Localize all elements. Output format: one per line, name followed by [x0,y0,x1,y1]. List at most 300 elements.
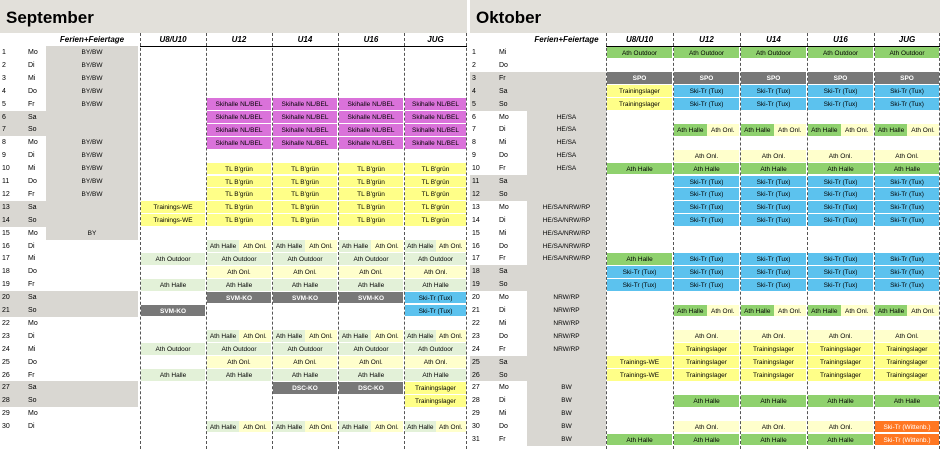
holiday-cell: BW [527,394,606,407]
schedule-cell: Trainingslager [674,356,739,368]
day-number: 22 [0,317,26,330]
split-halle: Ath Halle [273,421,305,433]
weekday: Mi [497,227,527,240]
day-number: 25 [470,356,497,369]
header-blank [470,33,527,47]
day-number: 30 [0,420,26,433]
day-number: 23 [470,330,497,343]
schedule-cell: Ski-Tr (Tux) [875,85,939,97]
schedule-cell: Trainings-WE [141,201,205,213]
schedule-cell: Ski-Tr (Tux) [741,188,806,200]
schedule-cell [607,382,672,394]
split-online: Ath Onl. [305,421,337,433]
schedule-cell: Ski-Tr (Tux) [674,214,739,226]
day-number: 13 [470,201,497,214]
column-divider [466,33,467,449]
schedule-cell [405,47,466,59]
schedule-cell: SVM-KO [207,292,271,304]
schedule-cell [607,305,672,317]
schedule-cell [875,227,939,239]
schedule-cell: Skihalle NL/BEL [405,124,466,136]
day-number: 16 [0,240,26,253]
schedule-cell [607,408,672,420]
header-u8-u10: U8/U10 [606,33,673,47]
schedule-cell [141,163,205,175]
split-online: Ath Onl. [371,421,403,433]
schedule-cell: Ath Outdoor [273,253,337,265]
schedule-cell: Ath Halle [808,395,873,407]
holiday-cell [46,330,138,343]
weekday: Fr [497,162,527,175]
day-number: 13 [0,201,26,214]
column-divider [807,33,808,449]
schedule-cell: Trainingslager [808,343,873,355]
schedule-cell [339,72,403,84]
header-u14: U14 [272,33,338,47]
split-online: Ath Onl. [239,240,271,252]
schedule-cell: Ath Onl. [875,330,939,342]
schedule-cell [607,343,672,355]
holiday-cell: BY/BW [46,72,138,85]
header-u16: U16 [807,33,874,47]
schedule-cell: Ath Halle [207,369,271,381]
weekday: Fr [497,252,527,265]
day-number: 27 [0,381,26,394]
holiday-cell: HE/SA [527,149,606,162]
schedule-cell: Ath Outdoor [405,253,466,265]
holiday-cell: HE/SA [527,162,606,175]
schedule-cell: Skihalle NL/BEL [207,137,271,149]
schedule-cell: TL B'grün [405,188,466,200]
schedule-cell [339,240,403,252]
schedule-cell [875,111,939,123]
day-number: 11 [0,175,26,188]
schedule-cell: Ath Outdoor [875,47,939,59]
schedule-cell [339,408,403,420]
schedule-cell [741,317,806,329]
header-u8-u10: U8/U10 [140,33,206,47]
day-number: 28 [470,394,497,407]
day-number: 8 [470,136,497,149]
day-number: 24 [0,343,26,356]
schedule-cell [808,227,873,239]
schedule-cell [141,47,205,59]
day-number: 17 [0,252,26,265]
schedule-cell: Ski-Tr (Tux) [405,292,466,304]
schedule-cell: Trainingslager [405,382,466,394]
schedule-cell [405,330,466,342]
schedule-cell: Ath Outdoor [405,343,466,355]
schedule-cell [141,59,205,71]
schedule-cell: TL B'grün [339,214,403,226]
holiday-cell: NRW/RP [527,304,606,317]
schedule-cell: TL B'grün [405,176,466,188]
schedule-cell: Skihalle NL/BEL [273,98,337,110]
schedule-cell: TL B'grün [273,176,337,188]
schedule-cell: TL B'grün [207,176,271,188]
schedule-cell: TL B'grün [339,176,403,188]
day-number: 19 [0,278,26,291]
weekday: Mo [26,407,46,420]
holiday-cell: BW [527,433,606,446]
schedule-cell: Ath Onl. [674,330,739,342]
schedule-cell [273,317,337,329]
schedule-cell [141,98,205,110]
schedule-cell: SVM-KO [339,292,403,304]
schedule-cell [875,317,939,329]
day-number: 9 [0,149,26,162]
weekday: Sa [26,291,46,304]
weekday: So [497,98,527,111]
schedule-cell: Ath Onl. [875,150,939,162]
split-halle: Ath Halle [273,330,305,342]
holiday-cell: BY/BW [46,149,138,162]
weekday: Fr [497,72,527,85]
weekday: Fr [26,278,46,291]
schedule-cell [607,111,672,123]
schedule-cell: Ath Outdoor [741,47,806,59]
weekday: Sa [497,265,527,278]
split-halle: Ath Halle [808,305,841,317]
schedule-cell: Ath Onl. [674,421,739,433]
weekday: Sa [497,175,527,188]
schedule-cell [141,240,205,252]
schedule-cell: Ath Halle [674,395,739,407]
split-halle: Ath Halle [339,421,371,433]
schedule-cell [273,421,337,433]
schedule-cell [339,47,403,59]
holiday-cell: NRW/RP [527,343,606,356]
schedule-cell: Skihalle NL/BEL [339,111,403,123]
holiday-cell [46,278,138,291]
weekday: Fr [26,369,46,382]
weekday: Do [497,240,527,253]
schedule-cell [339,150,403,162]
schedule-cell [674,382,739,394]
schedule-cell: SPO [808,72,873,84]
day-number: 25 [0,356,26,369]
schedule-cell: Trainingslager [808,356,873,368]
schedule-cell: Trainingslager [741,343,806,355]
schedule-cell [141,395,205,407]
holiday-cell [46,407,138,420]
holiday-cell: HE/SA [527,136,606,149]
schedule-cell [405,317,466,329]
holiday-cell [46,381,138,394]
weekday: Sa [497,356,527,369]
split-halle: Ath Halle [339,240,371,252]
schedule-cell: Ath Halle [741,163,806,175]
day-number: 21 [470,304,497,317]
split-halle: Ath Halle [674,305,707,317]
weekday: Mo [497,381,527,394]
schedule-cell [741,408,806,420]
split-halle: Ath Halle [674,124,707,136]
schedule-cell [141,72,205,84]
schedule-cell: Ath Halle [808,434,873,446]
day-number: 21 [0,304,26,317]
schedule-cell: Skihalle NL/BEL [405,111,466,123]
schedule-cell [141,176,205,188]
schedule-cell [273,395,337,407]
schedule-cell: Ski-Tr (Tux) [875,214,939,226]
schedule-cell: TL B'grün [339,163,403,175]
schedule-cell: Trainings-WE [141,214,205,226]
schedule-cell [607,330,672,342]
weekday: Fr [26,188,46,201]
holiday-cell [46,304,138,317]
day-number: 20 [470,291,497,304]
schedule-cell [273,85,337,97]
day-number: 29 [470,407,497,420]
schedule-cell [339,59,403,71]
schedule-cell [273,59,337,71]
schedule-cell [141,111,205,123]
schedule-cell [808,292,873,304]
schedule-cell: Trainingslager [607,98,672,110]
holiday-cell [527,356,606,369]
day-number: 4 [0,85,26,98]
schedule-cell: Ski-Tr (Tux) [674,279,739,291]
schedule-cell: Ath Halle [405,369,466,381]
day-number: 3 [470,72,497,85]
holiday-cell [46,343,138,356]
split-online: Ath Onl. [305,240,337,252]
split-online: Ath Onl. [436,240,467,252]
schedule-cell [875,137,939,149]
schedule-cell: Ski-Tr (Tux) [875,98,939,110]
schedule-cell [207,421,271,433]
schedule-cell [405,408,466,420]
header-jug: JUG [404,33,467,47]
schedule-cell [339,421,403,433]
schedule-cell [207,395,271,407]
holiday-cell: BY/BW [46,188,138,201]
weekday: Mo [26,46,46,59]
day-number: 12 [470,188,497,201]
schedule-cell: Ath Outdoor [141,253,205,265]
schedule-cell [741,59,806,71]
day-number: 28 [0,394,26,407]
schedule-cell: TL B'grün [273,201,337,213]
holiday-cell [46,291,138,304]
schedule-cell: Ski-Tr (Tux) [674,266,739,278]
header-u16: U16 [338,33,404,47]
schedule-cell: Skihalle NL/BEL [207,111,271,123]
schedule-cell [141,382,205,394]
schedule-cell: Ath Onl. [405,266,466,278]
schedule-cell: Ath Onl. [273,266,337,278]
schedule-cell [141,266,205,278]
weekday: Do [26,356,46,369]
schedule-cell: Ski-Tr (Tux) [674,85,739,97]
day-number: 10 [470,162,497,175]
schedule-cell: Ski-Tr (Tux) [808,85,873,97]
schedule-cell [207,150,271,162]
schedule-cell [808,382,873,394]
schedule-cell: TL B'grün [273,188,337,200]
day-number: 23 [0,330,26,343]
holiday-cell [527,46,606,59]
schedule-cell [674,317,739,329]
schedule-cell: Ath Outdoor [339,253,403,265]
schedule-cell: Ath Onl. [808,421,873,433]
day-number: 1 [0,46,26,59]
schedule-cell: Trainingslager [741,356,806,368]
column-divider [740,33,741,449]
schedule-cell [808,137,873,149]
column-divider [404,33,405,449]
weekday: So [497,369,527,382]
header-u14: U14 [740,33,807,47]
schedule-cell: Ath Halle [607,163,672,175]
schedule-cell [607,227,672,239]
schedule-cell [339,330,403,342]
schedule-cell: DSC-KO [339,382,403,394]
schedule-cell: TL B'grün [339,201,403,213]
day-number: 9 [470,149,497,162]
schedule-cell: Trainings-WE [607,369,672,381]
holiday-cell: HE/SA [527,123,606,136]
holiday-cell: BY/BW [46,59,138,72]
schedule-cell [674,124,739,136]
split-halle: Ath Halle [339,330,371,342]
weekday: Do [497,149,527,162]
schedule-cell: DSC-KO [273,382,337,394]
schedule-cell: Ath Onl. [339,266,403,278]
schedule-cell [674,305,739,317]
weekday: So [497,188,527,201]
weekday: Mo [26,317,46,330]
day-number: 14 [470,214,497,227]
day-number: 26 [470,369,497,382]
holiday-cell: BY/BW [46,46,138,59]
day-number: 15 [470,227,497,240]
schedule-cell [405,227,466,239]
schedule-cell [741,111,806,123]
schedule-cell [674,227,739,239]
schedule-cell: Ath Halle [273,279,337,291]
day-number: 18 [470,265,497,278]
schedule-cell: Ski-Tr (Tux) [741,214,806,226]
day-number: 29 [0,407,26,420]
schedule-cell: Ski-Tr (Tux) [808,201,873,213]
split-halle: Ath Halle [741,124,774,136]
day-number: 10 [0,162,26,175]
schedule-cell: Ath Onl. [207,356,271,368]
weekday: Mi [497,317,527,330]
split-online: Ath Onl. [436,421,467,433]
holiday-cell: BY/BW [46,175,138,188]
holiday-cell [46,201,138,214]
schedule-cell: Ski-Tr (Tux) [674,188,739,200]
schedule-cell: Ath Onl. [741,150,806,162]
schedule-cell: Skihalle NL/BEL [339,137,403,149]
schedule-cell [741,305,806,317]
schedule-cell: Ath Halle [339,279,403,291]
schedule-cell: TL B'grün [405,163,466,175]
schedule-cell: Ath Halle [808,163,873,175]
schedule-cell [674,111,739,123]
weekday: Di [497,214,527,227]
header-u12: U12 [206,33,272,47]
holiday-cell [527,72,606,85]
weekday: Di [26,59,46,72]
split-online: Ath Onl. [841,124,874,136]
split-halle: Ath Halle [273,240,305,252]
schedule-cell: Ath Halle [273,369,337,381]
schedule-cell [273,150,337,162]
day-number: 22 [470,317,497,330]
schedule-cell [741,292,806,304]
schedule-cell [607,421,672,433]
weekday: Di [26,330,46,343]
column-divider [606,33,607,449]
schedule-cell [405,59,466,71]
schedule-cell: Ath Onl. [273,356,337,368]
weekday: Mo [26,227,46,240]
schedule-cell [207,382,271,394]
day-number: 6 [0,111,26,124]
schedule-cell [207,72,271,84]
schedule-cell: Ski-Tr (Tux) [808,253,873,265]
split-online: Ath Onl. [305,330,337,342]
schedule-cell: Skihalle NL/BEL [273,111,337,123]
schedule-cell: Trainingslager [875,343,939,355]
weekday: Di [26,149,46,162]
day-number: 2 [0,59,26,72]
schedule-cell: Ath Onl. [405,356,466,368]
schedule-cell: SPO [607,72,672,84]
schedule-cell [808,124,873,136]
schedule-cell: Ath Outdoor [273,343,337,355]
schedule-cell: Ski-Tr (Tux) [674,176,739,188]
schedule-cell: Ski-Tr (Tux) [808,176,873,188]
weekday: Mo [497,111,527,124]
day-number: 14 [0,214,26,227]
holiday-cell: NRW/RP [527,291,606,304]
day-number: 20 [0,291,26,304]
weekday: Mi [26,252,46,265]
header-ferien: Ferien+Feiertage [527,33,606,47]
schedule-cell [674,137,739,149]
holiday-cell [46,356,138,369]
holiday-cell: BW [527,420,606,433]
schedule-cell [607,240,672,252]
split-halle: Ath Halle [875,305,907,317]
holiday-cell: NRW/RP [527,330,606,343]
day-number: 6 [470,111,497,124]
split-online: Ath Onl. [707,124,740,136]
schedule-cell: Ski-Tr (Tux) [808,266,873,278]
schedule-cell: TL B'grün [207,163,271,175]
month-title: September [0,0,467,33]
weekday: So [26,214,46,227]
split-online: Ath Onl. [841,305,874,317]
schedule-cell: Ath Halle [207,279,271,291]
schedule-cell [141,188,205,200]
holiday-cell [46,420,138,433]
column-divider [874,33,875,449]
split-halle: Ath Halle [405,330,436,342]
day-number: 7 [0,123,26,136]
schedule-cell [273,72,337,84]
schedule-cell [405,150,466,162]
schedule-cell: Skihalle NL/BEL [405,137,466,149]
weekday: Mi [497,46,527,59]
month-panel-september [0,0,467,449]
schedule-cell [207,47,271,59]
